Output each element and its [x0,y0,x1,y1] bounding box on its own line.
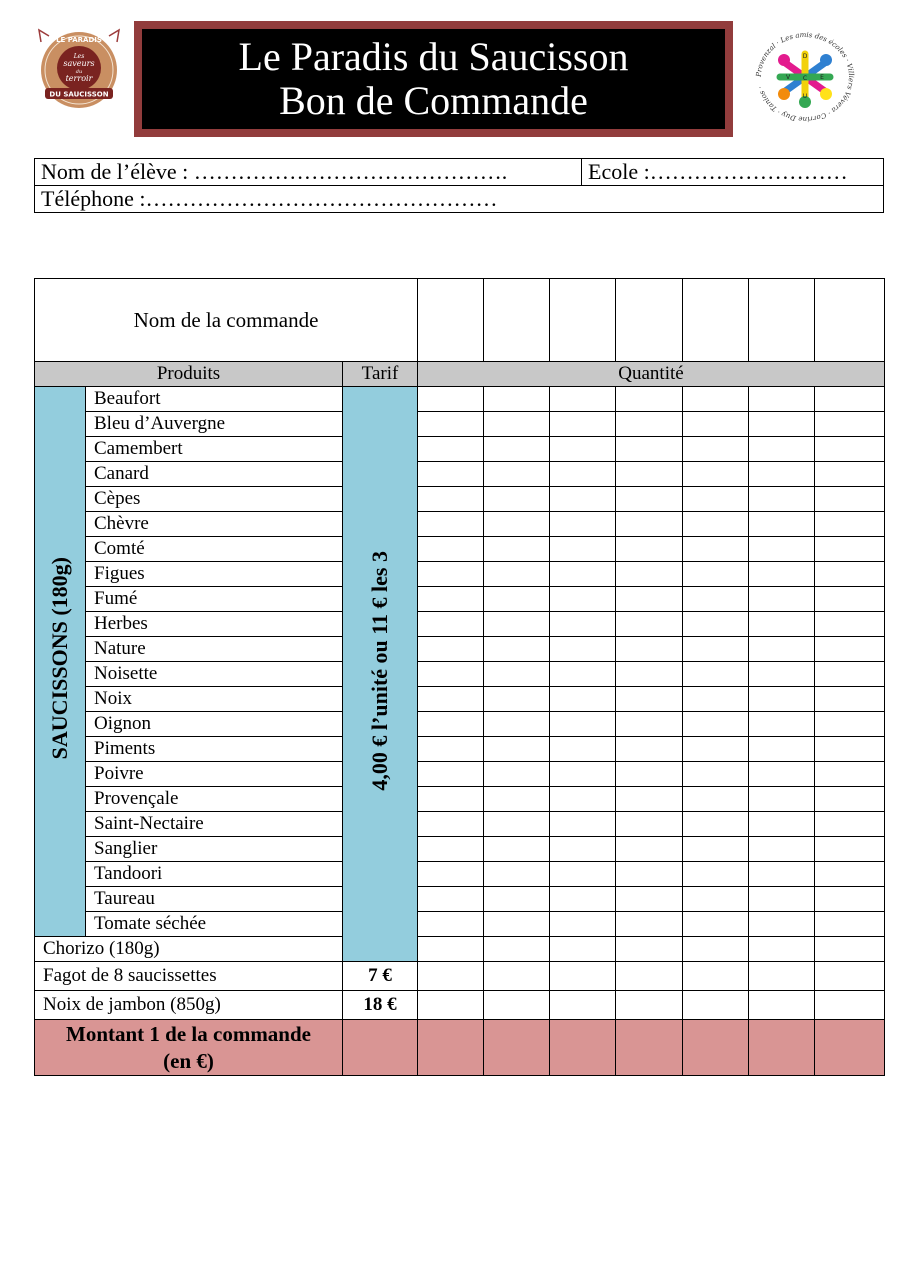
total-amount-cell[interactable] [683,1020,749,1076]
quantity-cell[interactable] [616,662,683,687]
quantity-cell[interactable] [418,712,484,737]
quantity-cell[interactable] [484,687,550,712]
quantity-cell[interactable] [550,487,616,512]
quantity-cell[interactable] [749,387,815,412]
product-row [35,612,885,637]
product-name: Fumé [86,587,343,612]
products-header: Produits [35,362,343,387]
product-row [35,587,885,612]
quantity-cell[interactable] [616,412,683,437]
school-field[interactable]: Ecole :……………………… [582,159,884,186]
quantity-cell[interactable] [683,737,749,762]
quantity-cell[interactable] [418,437,484,462]
quantity-cell[interactable] [749,437,815,462]
quantity-cell[interactable] [749,912,815,937]
quantity-cell[interactable] [683,762,749,787]
product-row [35,512,885,537]
quantity-cell[interactable] [683,887,749,912]
quantity-cell[interactable] [418,887,484,912]
product-row [35,437,885,462]
product-name: Noix de jambon (850g) [35,991,343,1020]
quantity-cell[interactable] [683,412,749,437]
quantity-cell[interactable] [418,662,484,687]
total-amount-cell[interactable] [749,1020,815,1076]
quantity-cell[interactable] [550,462,616,487]
quantity-cell[interactable] [484,612,550,637]
quantity-cell[interactable] [749,662,815,687]
quantity-cell[interactable] [484,762,550,787]
quantity-cell[interactable] [683,962,749,991]
product-name: Piments [86,737,343,762]
quantity-cell[interactable] [616,737,683,762]
quantity-cell[interactable] [550,887,616,912]
quantity-cell[interactable] [683,587,749,612]
student-info-table [34,158,884,213]
product-name: Tandoori [86,862,343,887]
product-price: 18 € [343,991,418,1020]
product-name: Provençale [86,787,343,812]
order-name-cell[interactable] [418,279,484,362]
product-row [35,662,885,687]
product-name: Noix [86,687,343,712]
product-name: Nature [86,637,343,662]
quantity-cell[interactable] [749,812,815,837]
total-label-line2: (en €) [163,1048,214,1073]
product-name: Oignon [86,712,343,737]
quantity-cell[interactable] [683,712,749,737]
quantity-cell[interactable] [550,412,616,437]
svg-text:C: C [802,75,808,82]
quantity-cell[interactable] [616,562,683,587]
quantity-cell[interactable] [484,537,550,562]
quantity-cell[interactable] [418,562,484,587]
product-name: Bleu d’Auvergne [86,412,343,437]
product-name: Camembert [86,437,343,462]
quantity-cell[interactable] [418,637,484,662]
order-name-cell[interactable] [815,279,885,362]
quantity-cell[interactable] [484,787,550,812]
quantity-cell[interactable] [616,937,683,962]
quantity-cell[interactable] [616,962,683,991]
quantity-cell[interactable] [749,737,815,762]
product-name: Comté [86,537,343,562]
product-name: Chorizo (180g) [35,937,343,962]
svg-text:LE PARADIS: LE PARADIS [56,36,102,44]
quantity-header: Quantité [418,362,885,387]
quantity-cell[interactable] [550,387,616,412]
quantity-cell[interactable] [550,937,616,962]
quantity-cell[interactable] [616,812,683,837]
order-name-cell[interactable] [550,279,616,362]
quantity-cell[interactable] [484,962,550,991]
product-row [35,537,885,562]
product-row [35,887,885,912]
quantity-cell[interactable] [418,837,484,862]
quantity-cell[interactable] [550,962,616,991]
svg-text:terroir: terroir [65,74,93,83]
total-amount-cell[interactable] [815,1020,885,1076]
product-row [35,862,885,887]
quantity-cell[interactable] [683,662,749,687]
quantity-cell[interactable] [550,712,616,737]
product-row [35,637,885,662]
quantity-cell[interactable] [815,512,885,537]
product-price: 7 € [343,962,418,991]
quantity-cell[interactable] [616,787,683,812]
product-row [35,837,885,862]
quantity-cell[interactable] [815,812,885,837]
quantity-cell[interactable] [418,787,484,812]
product-row [35,687,885,712]
quantity-cell[interactable] [550,562,616,587]
quantity-cell[interactable] [749,412,815,437]
quantity-cell[interactable] [683,562,749,587]
quantity-cell[interactable] [550,612,616,637]
product-name: Tomate séchée [86,912,343,937]
quantity-cell[interactable] [683,862,749,887]
product-row [35,812,885,837]
quantity-cell[interactable] [484,937,550,962]
quantity-cell[interactable] [683,837,749,862]
quantity-cell[interactable] [418,687,484,712]
quantity-cell[interactable] [815,662,885,687]
quantity-cell[interactable] [418,937,484,962]
quantity-cell[interactable] [418,762,484,787]
quantity-cell[interactable] [484,862,550,887]
quantity-cell[interactable] [749,712,815,737]
quantity-cell[interactable] [484,412,550,437]
product-name: Sanglier [86,837,343,862]
quantity-cell[interactable] [815,712,885,737]
quantity-cell[interactable] [616,991,683,1020]
quantity-cell[interactable] [683,487,749,512]
product-row [35,412,885,437]
quantity-cell[interactable] [484,887,550,912]
quantity-cell[interactable] [749,962,815,991]
student-name-field[interactable]: Nom de l’élève : ……………………………………. [35,159,582,186]
quantity-cell[interactable] [815,737,885,762]
quantity-cell[interactable] [616,587,683,612]
quantity-cell[interactable] [418,862,484,887]
tier-price-label: 4,00 € l’unité ou 11 € les 3 [367,551,392,791]
page-title: Le Paradis du Saucisson [238,34,629,79]
order-name-cell[interactable] [616,279,683,362]
svg-text:DU SAUCISSON: DU SAUCISSON [49,90,109,99]
quantity-cell[interactable] [616,862,683,887]
quantity-cell[interactable] [484,712,550,737]
quantity-cell[interactable] [815,537,885,562]
quantity-cell[interactable] [550,762,616,787]
quantity-cell[interactable] [815,937,885,962]
quantity-cell[interactable] [815,962,885,991]
product-name: Taureau [86,887,343,912]
quantity-cell[interactable] [616,512,683,537]
quantity-cell[interactable] [815,412,885,437]
quantity-cell[interactable] [550,587,616,612]
svg-text:du: du [75,69,83,75]
quantity-cell[interactable] [749,512,815,537]
quantity-cell[interactable] [550,737,616,762]
product-name: Cèpes [86,487,343,512]
product-name: Herbes [86,612,343,637]
price-header: Tarif [343,362,418,387]
product-name: Canard [86,462,343,487]
amis-des-ecoles-logo [744,30,866,124]
saucisson-price [343,387,418,962]
quantity-cell[interactable] [749,787,815,812]
quantity-cell[interactable] [749,637,815,662]
total-amount-cell[interactable] [418,1020,484,1076]
quantity-cell[interactable] [815,562,885,587]
product-row [35,462,885,487]
quantity-cell[interactable] [815,762,885,787]
quantity-cell[interactable] [683,437,749,462]
quantity-cell[interactable] [815,991,885,1020]
quantity-cell[interactable] [749,687,815,712]
quantity-cell[interactable] [616,437,683,462]
quantity-cell[interactable] [550,991,616,1020]
quantity-cell[interactable] [616,387,683,412]
order-name-cell[interactable] [683,279,749,362]
product-row [35,912,885,937]
quantity-cell[interactable] [616,687,683,712]
svg-text:E: E [820,74,824,81]
product-row [35,387,885,412]
quantity-cell[interactable] [815,912,885,937]
quantity-cell[interactable] [815,437,885,462]
product-row [35,991,885,1020]
quantity-cell[interactable] [550,787,616,812]
quantity-cell[interactable] [749,862,815,887]
quantity-cell[interactable] [418,537,484,562]
quantity-cell[interactable] [484,662,550,687]
quantity-cell[interactable] [616,912,683,937]
quantity-cell[interactable] [418,812,484,837]
quantity-cell[interactable] [484,912,550,937]
quantity-cell[interactable] [484,562,550,587]
quantity-cell[interactable] [484,587,550,612]
product-name: Noisette [86,662,343,687]
quantity-cell[interactable] [418,387,484,412]
product-name: Fagot de 8 saucissettes [35,962,343,991]
quantity-cell[interactable] [484,837,550,862]
page-subtitle: Bon de Commande [279,78,588,123]
paradis-saucisson-logo [33,28,125,112]
quantity-cell[interactable] [550,687,616,712]
quantity-cell[interactable] [418,737,484,762]
quantity-cell[interactable] [815,487,885,512]
product-row [35,962,885,991]
category-label: SAUCISSONS (180g) [47,557,72,760]
quantity-cell[interactable] [418,612,484,637]
quantity-cell[interactable] [484,487,550,512]
title-banner-inner [142,29,725,129]
quantity-cell[interactable] [418,412,484,437]
quantity-cell[interactable] [815,462,885,487]
quantity-cell[interactable] [550,512,616,537]
svg-text:Provenzal · Les amis des école: Provenzal · Les amis des écoles · Villiers Vévera · Corrine Duy · Tanios · [754,30,856,124]
quantity-cell[interactable] [484,637,550,662]
quantity-cell[interactable] [550,637,616,662]
quantity-cell[interactable] [815,887,885,912]
quantity-cell[interactable] [616,612,683,637]
quantity-cell[interactable] [749,887,815,912]
product-row [35,712,885,737]
quantity-cell[interactable] [683,812,749,837]
quantity-cell[interactable] [550,437,616,462]
quantity-cell[interactable] [815,787,885,812]
product-name: Figues [86,562,343,587]
product-row [35,562,885,587]
quantity-cell[interactable] [484,737,550,762]
product-row [35,787,885,812]
order-name-cell[interactable] [484,279,550,362]
quantity-cell[interactable] [616,837,683,862]
quantity-cell[interactable] [484,812,550,837]
svg-text:V: V [785,74,791,81]
quantity-cell[interactable] [683,787,749,812]
total-row [35,1020,885,1076]
quantity-cell[interactable] [616,462,683,487]
quantity-cell[interactable] [815,587,885,612]
quantity-cell[interactable] [484,437,550,462]
category-saucissons [35,387,86,937]
quantity-cell[interactable] [616,762,683,787]
quantity-cell[interactable] [749,562,815,587]
quantity-cell[interactable] [550,862,616,887]
quantity-cell[interactable] [418,912,484,937]
quantity-cell[interactable] [815,637,885,662]
quantity-cell[interactable] [683,537,749,562]
product-row [35,737,885,762]
quantity-cell[interactable] [683,462,749,487]
quantity-cell[interactable] [616,537,683,562]
product-row [35,487,885,512]
quantity-cell[interactable] [683,937,749,962]
quantity-cell[interactable] [815,687,885,712]
phone-field[interactable]: Téléphone :………………………………………… [35,186,884,213]
quantity-cell[interactable] [683,637,749,662]
quantity-cell[interactable] [683,687,749,712]
quantity-cell[interactable] [418,487,484,512]
order-table [34,278,885,1076]
product-name: Chèvre [86,512,343,537]
quantity-cell[interactable] [616,887,683,912]
quantity-cell[interactable] [418,587,484,612]
quantity-cell[interactable] [749,487,815,512]
quantity-cell[interactable] [815,387,885,412]
product-row [35,937,885,962]
order-name-label: Nom de la commande [35,279,418,362]
quantity-cell[interactable] [683,512,749,537]
total-label-line1: Montant 1 de la commande [66,1021,311,1046]
quantity-cell[interactable] [484,462,550,487]
total-amount-cell[interactable] [550,1020,616,1076]
total-amount-cell[interactable] [484,1020,550,1076]
product-name: Beaufort [86,387,343,412]
svg-text:Les: Les [73,53,85,60]
order-name-cell[interactable] [749,279,815,362]
quantity-cell[interactable] [550,812,616,837]
quantity-cell[interactable] [815,612,885,637]
quantity-cell[interactable] [683,612,749,637]
title-banner [134,21,733,137]
quantity-cell[interactable] [749,837,815,862]
total-amount-cell[interactable] [616,1020,683,1076]
quantity-cell[interactable] [683,387,749,412]
quantity-cell[interactable] [550,662,616,687]
quantity-cell[interactable] [749,462,815,487]
svg-text:U: U [802,93,808,100]
product-name: Saint-Nectaire [86,812,343,837]
quantity-cell[interactable] [418,512,484,537]
quantity-cell[interactable] [616,487,683,512]
total-label [35,1020,343,1076]
product-name: Poivre [86,762,343,787]
quantity-cell[interactable] [749,937,815,962]
quantity-cell[interactable] [683,912,749,937]
quantity-cell[interactable] [749,762,815,787]
quantity-cell[interactable] [683,991,749,1020]
quantity-cell[interactable] [550,537,616,562]
quantity-cell[interactable] [484,991,550,1020]
quantity-cell[interactable] [484,387,550,412]
svg-text:D: D [802,53,808,60]
quantity-cell[interactable] [418,462,484,487]
quantity-cell[interactable] [749,587,815,612]
quantity-cell[interactable] [550,837,616,862]
quantity-cell[interactable] [418,962,484,991]
quantity-cell[interactable] [418,991,484,1020]
total-price-cell [343,1020,418,1076]
quantity-cell[interactable] [550,912,616,937]
quantity-cell[interactable] [749,612,815,637]
quantity-cell[interactable] [815,837,885,862]
quantity-cell[interactable] [484,512,550,537]
product-row [35,762,885,787]
quantity-cell[interactable] [616,712,683,737]
quantity-cell[interactable] [815,862,885,887]
quantity-cell[interactable] [749,991,815,1020]
quantity-cell[interactable] [616,637,683,662]
quantity-cell[interactable] [749,537,815,562]
svg-text:saveurs: saveurs [63,59,95,68]
